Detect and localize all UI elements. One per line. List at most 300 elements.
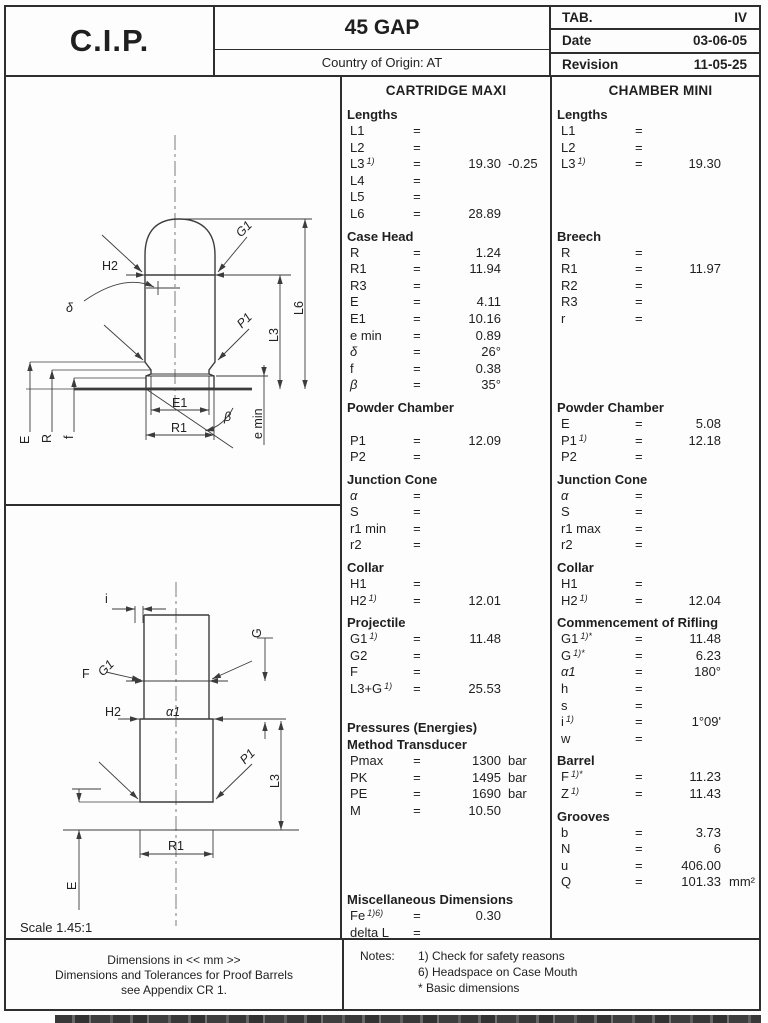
equals-sign <box>635 361 659 378</box>
param-label: α <box>350 487 358 503</box>
footnote-ref: 1)* <box>573 647 585 658</box>
spec-row <box>342 786 550 803</box>
equals-sign: = <box>635 714 643 730</box>
chamber-drawing <box>6 506 340 939</box>
unit-label <box>501 593 550 610</box>
param-label: P2 <box>350 449 366 465</box>
param-label <box>552 361 635 378</box>
spec-row <box>552 278 768 295</box>
spec-row <box>552 769 768 786</box>
tab-value: IV <box>734 10 747 26</box>
spec-row <box>342 328 550 345</box>
equals-sign <box>413 836 436 853</box>
section <box>342 891 550 941</box>
equals-sign: = <box>635 156 643 172</box>
cartridge-sections <box>342 106 550 941</box>
unit-label <box>721 714 768 731</box>
section-title: Lengths <box>557 107 608 122</box>
note-item: * Basic dimensions <box>418 981 520 995</box>
param-label <box>342 416 413 433</box>
param-value <box>436 820 501 837</box>
equals-sign: = <box>413 769 421 785</box>
param-label: Pmax <box>350 753 384 769</box>
equals-sign: = <box>413 681 421 697</box>
param-label: E1 <box>350 310 366 326</box>
date-row <box>551 30 759 53</box>
equals-sign <box>413 869 436 886</box>
param-value <box>659 698 721 715</box>
param-value <box>659 576 721 593</box>
equals-sign: = <box>635 576 643 592</box>
spec-row <box>552 504 768 521</box>
revision-row <box>551 54 759 75</box>
param-value <box>659 311 721 328</box>
param-value: 406.00 <box>681 857 721 873</box>
spec-row <box>342 278 550 295</box>
equals-sign: = <box>413 344 421 360</box>
equals-sign: = <box>635 310 643 326</box>
equals-sign: = <box>635 647 643 663</box>
equals-sign: = <box>413 576 421 592</box>
param-value <box>436 189 501 206</box>
spec-row <box>342 753 550 770</box>
param-value <box>659 504 721 521</box>
param-label: H2 $^{1)}$ <box>561 592 588 608</box>
param-value: 10.16 <box>468 310 501 326</box>
param-value: 28.89 <box>468 205 501 221</box>
spec-row <box>342 449 550 466</box>
dim-label-f: f <box>62 435 76 439</box>
equals-sign: = <box>413 449 421 465</box>
unit-label <box>501 664 550 681</box>
param-label: e min <box>350 327 382 343</box>
param-label: s <box>561 697 568 713</box>
equals-sign <box>635 189 659 206</box>
param-value <box>436 449 501 466</box>
param-label: M <box>350 803 361 818</box>
section-title: Collar <box>347 560 384 576</box>
unit-label <box>721 189 768 206</box>
param-value: 19.30 <box>468 156 501 172</box>
footnote-ref: 1) <box>368 592 377 603</box>
spec-row <box>552 664 768 681</box>
unit-label <box>721 294 768 311</box>
param-value <box>436 698 501 715</box>
equals-sign <box>413 820 436 837</box>
equals-sign: = <box>635 697 643 713</box>
unit-label <box>721 825 768 842</box>
dim-label-i: i <box>105 592 108 606</box>
param-value: 19.30 <box>688 156 721 172</box>
param-label: L5 <box>350 189 365 205</box>
param-value <box>436 521 501 538</box>
param-value: 0.38 <box>475 360 501 376</box>
unit-label <box>501 576 550 593</box>
cartridge-maxi-column <box>342 77 552 938</box>
param-value: 11.48 <box>469 631 501 647</box>
unit-label <box>501 123 550 140</box>
equals-sign: = <box>635 415 643 431</box>
section-title: Pressures (Energies) <box>347 720 478 736</box>
param-label: PK <box>350 769 368 785</box>
dim-label-beta: β <box>224 410 232 424</box>
param-value <box>659 123 721 140</box>
equals-sign: = <box>635 520 643 536</box>
equals-sign <box>635 206 659 223</box>
unit-label <box>501 908 550 925</box>
param-value <box>659 731 721 748</box>
unit-label <box>721 786 768 803</box>
spec-row <box>552 123 768 140</box>
cartridge-maxi-title: CARTRIDGE MAXI <box>385 83 507 98</box>
param-value <box>659 328 721 345</box>
param-value: 3.73 <box>695 824 721 840</box>
equals-sign: = <box>413 753 421 769</box>
notes-list <box>418 948 577 1011</box>
spec-row <box>552 576 768 593</box>
section-title: Miscellaneous Dimensions <box>347 891 514 907</box>
unit-label <box>501 853 550 870</box>
unit-label <box>501 869 550 886</box>
param-label: E <box>561 415 570 431</box>
spec-row <box>552 140 768 157</box>
spec-row <box>342 361 550 378</box>
spec-row <box>342 377 550 394</box>
param-value <box>436 140 501 157</box>
equals-sign: = <box>635 432 643 448</box>
param-label: L4 <box>350 172 365 188</box>
unit-label <box>501 206 550 223</box>
equals-sign: = <box>635 664 643 680</box>
equals-sign: = <box>635 139 643 155</box>
param-label: R <box>350 244 360 260</box>
param-value <box>659 681 721 698</box>
unit-label <box>501 344 550 361</box>
unit-label <box>501 416 550 433</box>
param-label: Q <box>561 874 572 890</box>
unit-label <box>721 488 768 505</box>
equals-sign: = <box>635 769 643 785</box>
equals-sign <box>635 377 659 394</box>
param-value: 35° <box>481 377 501 393</box>
section <box>552 752 768 802</box>
param-label <box>552 377 635 394</box>
param-value: 11.48 <box>689 631 721 647</box>
section <box>342 559 550 609</box>
param-label: S <box>350 504 359 520</box>
param-label <box>552 173 635 190</box>
param-label: Fe $^{1)6)}$ <box>350 907 384 923</box>
dimensions-note-line: see Appendix CR 1. <box>120 983 228 997</box>
param-value <box>659 189 721 206</box>
unit-label <box>721 140 768 157</box>
spec-row <box>552 344 768 361</box>
unit-label <box>501 631 550 648</box>
param-value <box>436 836 501 853</box>
section-title: Junction Cone <box>557 471 648 487</box>
unit-label <box>501 537 550 554</box>
param-value <box>659 173 721 190</box>
spec-row <box>552 681 768 698</box>
dim-label-e: E <box>65 881 79 890</box>
equals-sign: = <box>413 664 421 680</box>
section-title: Case Head <box>347 228 414 244</box>
param-value: 10.50 <box>468 803 501 818</box>
param-label: L1 <box>561 123 576 138</box>
param-value: 1495 <box>472 769 501 785</box>
section-title: Projectile <box>347 615 406 631</box>
param-value: 12.04 <box>688 592 721 608</box>
section-title: Lengths <box>347 107 398 122</box>
param-label: u <box>561 857 569 873</box>
spec-row <box>342 433 550 450</box>
spec-row <box>342 416 550 433</box>
param-value <box>436 853 501 870</box>
spec-row <box>342 664 550 681</box>
param-label: H2 $^{1)}$ <box>350 592 377 608</box>
param-value <box>436 504 501 521</box>
spec-row <box>552 377 768 394</box>
param-value: 0.30 <box>475 907 501 923</box>
spec-row <box>342 488 550 505</box>
revision-value: 11-05-25 <box>693 56 747 72</box>
unit-label <box>501 521 550 538</box>
param-value: 11.43 <box>689 786 721 801</box>
equals-sign: = <box>635 730 643 746</box>
spec-row <box>552 311 768 328</box>
unit-label <box>721 858 768 875</box>
spec-row <box>552 294 768 311</box>
unit-label <box>721 698 768 715</box>
equals-sign: = <box>413 156 421 172</box>
section-title: Grooves <box>557 808 610 824</box>
sheet-frame <box>4 5 761 1011</box>
equals-sign: = <box>413 786 421 802</box>
spec-row <box>552 825 768 842</box>
spec-row <box>342 836 550 853</box>
param-value: 180° <box>694 664 721 680</box>
equals-sign: = <box>413 504 421 520</box>
param-label: G1 $^{1)}$ <box>350 631 378 647</box>
footnote-ref: 1) <box>565 714 574 725</box>
param-value: 25.53 <box>468 681 501 697</box>
param-label: P1 <box>350 432 366 448</box>
param-value: 11.94 <box>469 261 501 277</box>
section <box>552 399 768 466</box>
note-item: 1) Check for safety reasons <box>418 949 565 963</box>
param-value <box>659 521 721 538</box>
param-label: N <box>561 841 571 857</box>
footer-row <box>6 940 759 1011</box>
param-value <box>436 869 501 886</box>
equals-sign: = <box>413 123 421 138</box>
spec-row <box>342 521 550 538</box>
equals-sign: = <box>413 924 421 940</box>
param-value <box>659 140 721 157</box>
date-value: 03-06-05 <box>692 33 747 49</box>
param-label: β <box>350 377 358 393</box>
unit-label <box>721 433 768 450</box>
param-label: L6 <box>350 205 365 221</box>
unit-label <box>501 173 550 190</box>
spec-row <box>552 841 768 858</box>
spec-row <box>552 593 768 610</box>
equals-sign <box>635 344 659 361</box>
section <box>552 559 768 609</box>
spec-row <box>342 261 550 278</box>
equals-sign: = <box>635 592 643 608</box>
spec-row <box>342 189 550 206</box>
spec-row <box>552 698 768 715</box>
equals-sign: = <box>413 647 421 663</box>
unit-label <box>721 664 768 681</box>
param-label: H1 <box>350 576 367 592</box>
spec-row <box>342 156 550 173</box>
section-subtitle: Method Transducer <box>347 737 467 753</box>
spec-row <box>342 803 550 820</box>
param-value <box>659 449 721 466</box>
equals-sign: = <box>635 874 643 890</box>
param-value: 12.01 <box>468 592 501 608</box>
unit-label <box>721 261 768 278</box>
param-value <box>659 294 721 311</box>
equals-sign: = <box>635 824 643 840</box>
unit-label <box>721 841 768 858</box>
org-logo: C.I.P. <box>6 7 215 75</box>
unit-label <box>501 294 550 311</box>
unit-label <box>501 311 550 328</box>
param-value <box>436 664 501 681</box>
revision-block <box>551 7 759 75</box>
param-label <box>342 836 413 853</box>
equals-sign: = <box>413 139 421 155</box>
spec-row <box>342 681 550 698</box>
dim-label-emin: e min <box>251 408 265 439</box>
equals-sign: = <box>413 244 421 260</box>
param-label: R1 <box>350 261 367 277</box>
dim-label-l3: L3 <box>268 774 282 788</box>
unit-label <box>721 769 768 786</box>
spec-row <box>552 714 768 731</box>
section <box>552 228 768 394</box>
equals-sign: = <box>413 189 421 205</box>
param-value <box>659 206 721 223</box>
spec-row <box>342 344 550 361</box>
unit-label <box>721 537 768 554</box>
spec-row <box>552 261 768 278</box>
unit-label <box>501 328 550 345</box>
param-label: F <box>350 664 358 680</box>
footnote-ref: 1) <box>384 681 393 692</box>
param-label: L3+G $^{1)}$ <box>350 681 393 697</box>
unit-label <box>721 278 768 295</box>
equals-sign: = <box>413 360 421 376</box>
equals-sign <box>413 698 436 715</box>
unit-label <box>501 433 550 450</box>
section-title: Junction Cone <box>347 471 438 487</box>
cartridge-drawing <box>6 77 340 506</box>
param-label: H1 <box>561 576 578 592</box>
param-label: PE <box>350 786 368 802</box>
param-value <box>659 361 721 378</box>
unit-label <box>501 278 550 295</box>
dim-label-g1: G1 <box>233 218 255 240</box>
spec-row <box>342 853 550 870</box>
param-label: Z $^{1)}$ <box>561 786 579 801</box>
date-label: Date <box>562 33 592 49</box>
equals-sign: = <box>413 261 421 277</box>
unit-label <box>501 189 550 206</box>
notes-cell <box>344 940 759 1011</box>
spec-row <box>342 576 550 593</box>
spec-row <box>342 504 550 521</box>
section <box>342 106 550 223</box>
cartridge-name: 45 GAP <box>215 7 549 50</box>
dim-label-alpha1: α1 <box>166 705 181 719</box>
equals-sign: = <box>635 244 643 260</box>
equals-sign: = <box>635 786 643 801</box>
dim-label-delta: δ <box>66 301 73 315</box>
spec-row <box>342 869 550 886</box>
param-value: 12.18 <box>688 432 721 448</box>
param-label: P2 <box>561 449 577 465</box>
equals-sign: = <box>413 432 421 448</box>
drawings-column <box>6 77 342 938</box>
unit-label <box>721 731 768 748</box>
param-value <box>659 344 721 361</box>
section-title: Powder Chamber <box>347 399 454 415</box>
spec-row <box>342 123 550 140</box>
dimensions-note-line: Dimensions in << mm >> <box>107 953 241 967</box>
footnote-ref: 1) <box>579 592 588 603</box>
spec-row <box>552 173 768 190</box>
param-label <box>342 820 413 837</box>
unit-label <box>721 328 768 345</box>
param-label: E <box>350 294 359 310</box>
param-value: 12.09 <box>468 432 501 448</box>
equals-sign: = <box>635 631 643 647</box>
param-label: R2 <box>561 277 578 293</box>
equals-sign: = <box>635 449 643 465</box>
unit-label <box>501 803 550 820</box>
spec-row <box>342 770 550 787</box>
section <box>342 719 550 886</box>
param-label <box>342 869 413 886</box>
param-value <box>436 123 501 140</box>
section-title: Barrel <box>557 753 595 769</box>
cut-off-text-strip <box>55 1015 761 1023</box>
unit-label <box>721 576 768 593</box>
param-label <box>552 206 635 223</box>
unit-label <box>501 377 550 394</box>
unit-label <box>501 245 550 262</box>
unit-label <box>721 521 768 538</box>
param-label: α1 <box>561 664 576 680</box>
param-label <box>342 853 413 870</box>
spec-row <box>342 140 550 157</box>
param-label: δ <box>350 344 358 360</box>
param-value <box>436 416 501 433</box>
dim-label-l6: L6 <box>292 301 306 315</box>
note-item: 6) Headspace on Case Mouth <box>418 965 578 979</box>
spec-row <box>342 820 550 837</box>
param-label: h <box>561 681 569 697</box>
dim-label-r: R <box>40 433 54 443</box>
param-label: L3 $^{1)}$ <box>350 156 375 172</box>
param-value: 1300 <box>472 753 501 769</box>
param-label: F $^{1)*}$ <box>561 769 583 785</box>
equals-sign: = <box>635 261 643 277</box>
